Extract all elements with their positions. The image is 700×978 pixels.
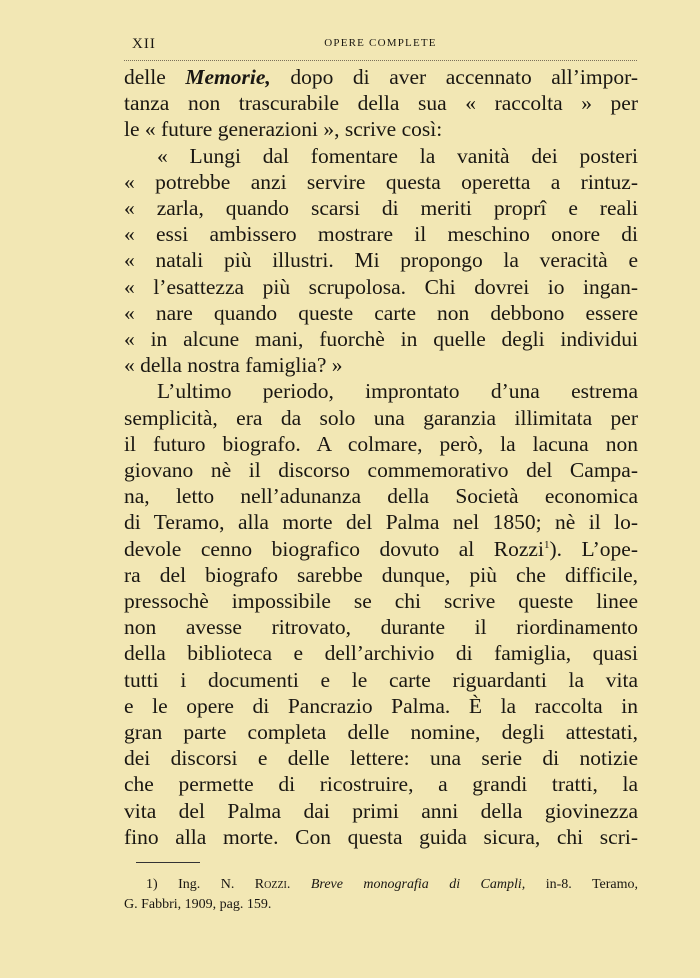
body-text: [124, 64, 638, 850]
text-line: e le opere di Pancrazio Palma. È la raccolta in: [124, 693, 638, 718]
memorie-title: Memorie,: [185, 65, 271, 89]
footnote-author: Rozzi.: [254, 877, 291, 892]
quote-line: « Lungi dal fomentare la vanità dei posteri: [157, 143, 638, 168]
text-line: gran parte completa delle nomine, degli attestati,: [124, 720, 638, 745]
page-header: [124, 30, 637, 61]
text-line: le « future generazioni », scrive così:: [124, 117, 443, 142]
quote-line: « in alcune mani, fuorchè in quelle degli individui: [124, 327, 638, 352]
footnote-line: G. Fabbri, 1909, pag. 159.: [124, 897, 272, 912]
text-line: L’ultimo periodo, improntato d’una estrema: [157, 379, 638, 404]
text-line: semplicità, era da solo una garanzia illimitata per: [124, 405, 638, 430]
text-line: tanza non trascurabile della sua « raccolta » per: [124, 91, 638, 116]
quote-line: « nare quando queste carte non debbono essere: [124, 300, 638, 325]
footnote-reference: 1: [543, 538, 550, 551]
text-line: tutti i documenti e le carte riguardanti la vita: [124, 667, 638, 692]
text-line: dei discorsi e delle lettere: una serie di notizie: [124, 746, 638, 771]
footnote-line: 1) Ing. N. Rozzi. Breve monografia di Campli, in-8. Teramo,: [146, 877, 639, 892]
running-title: OPERE COMPLETE: [324, 37, 437, 49]
text-line: giovano nè il discorso commemorativo del Campa-: [124, 458, 638, 483]
text-line: vita del Palma dai primi anni della giovinezza: [124, 798, 638, 823]
footnote-divider: [136, 862, 200, 863]
footnote: [124, 875, 638, 915]
quote-line: « della nostra famiglia? »: [124, 353, 343, 378]
text-line: delle Memorie, dopo di aver accennato all’impor-: [124, 65, 638, 89]
quote-line: « l’esattezza più scrupolosa. Chi dovrei io ingan-: [124, 274, 638, 299]
text-line: na, letto nell’adunanza della Società economica: [124, 484, 638, 509]
text-line: della biblioteca e dell’archivio di famiglia, quasi: [124, 641, 638, 666]
text-line: che permette di ricostruire, a grandi tratti, la: [124, 772, 638, 797]
quote-line: « potrebbe anzi servire questa operetta a rintuz-: [124, 169, 638, 194]
text-line: fino alla morte. Con questa guida sicura, chi scri-: [124, 824, 638, 849]
text-line: devole cenno biografico dovuto al Rozzi$^1$). L’ope-: [124, 536, 639, 561]
quote-line: « natali più illustri. Mi propongo la veracità e: [124, 248, 638, 273]
text-line: di Teramo, alla morte del Palma nel 1850; nè il lo-: [124, 510, 638, 535]
quote-line: « zarla, quando scarsi di meriti proprî e reali: [124, 196, 638, 221]
text-line: non avesse ritrovato, durante il riordinamento: [124, 615, 638, 640]
page-number: XII: [132, 36, 156, 52]
footnote-title: Breve monografia di Campli,: [310, 877, 526, 892]
text-line: ra del biografo sarebbe dunque, più che difficile,: [124, 562, 638, 587]
text-line: pressochè impossibile se chi scrive queste linee: [124, 589, 638, 614]
quote-line: « essi ambissero mostrare il meschino onore di: [124, 222, 638, 247]
text-line: il futuro biografo. A colmare, però, la lacuna non: [124, 431, 638, 456]
